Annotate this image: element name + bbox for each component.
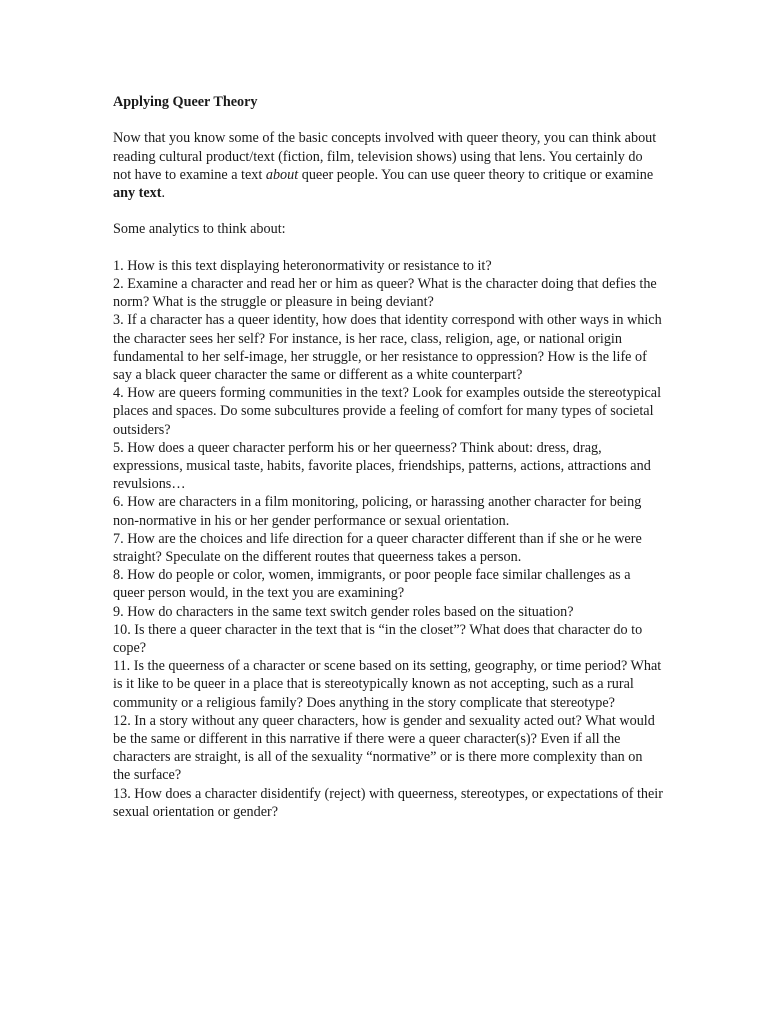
question-item: 6. How are characters in a film monitoring, policing, or harassing another character for being non-normative in his or her gender performance or sexual orientation.	[113, 494, 642, 529]
question-item: 11. Is the queerness of a character or scene based on its setting, geography, or time period? What is it like to be queer in a place that is stereotypically known as not accepting, such as a rural community or a religious family? Does anything in the story complicate that stereotype?	[113, 658, 662, 711]
question-item: 8. How do people or color, women, immigrants, or poor people face similar challenges as a queer person would, in the text you are examining?	[113, 567, 631, 602]
question-list	[113, 257, 663, 821]
question-item: 1. How is this text displaying heteronormativity or resistance to it?	[113, 257, 492, 274]
document-title: Applying Queer Theory	[113, 94, 258, 110]
analytics-heading: Some analytics to think about:	[113, 221, 286, 238]
question-item: 7. How are the choices and life direction for a queer character different than if she or he were straight? Speculate on the different routes that queerness takes a person.	[113, 530, 642, 566]
intro-text-part2: queer people. You can use queer theory to critique or examine	[298, 166, 654, 183]
question-item: 5. How does a queer character perform his or her queerness? Think about: dress, drag, expressions, musical taste, habits, favorite places, friendships, patterns, actions, attractions and revulsions…	[113, 439, 651, 493]
question-item: 4. How are queers forming communities in the text? Look for examples outside the stereotypical places and spaces. Do some subcultures provide a feeling of comfort for many types of societal outsiders?	[113, 385, 662, 438]
question-item: 2. Examine a character and read her or him as queer? What is the character doing that defies the norm? What is the struggle or pleasure in being deviant?	[113, 275, 657, 311]
intro-text-part3: .	[161, 185, 166, 201]
intro-emphasis: about	[265, 166, 299, 183]
intro-strong: any text	[113, 185, 162, 201]
question-item: 3. If a character has a queer identity, how does that identity correspond with other ways in which the character sees her self? For instance, is her race, class, religion, age, or national origin fundamental to her self-image, her struggle, or her resistance to oppression? How is the life of say a black queer character the same or different as a white counterpart?	[113, 312, 662, 383]
question-item: 13. How does a character disidentify (reject) with queerness, stereotypes, or expectations of their sexual orientation or gender?	[113, 785, 663, 820]
question-item: 10. Is there a queer character in the text that is “in the closet”? What does that character do to cope?	[113, 621, 643, 657]
intro-paragraph	[113, 129, 663, 202]
intro-text-part1: Now that you know some of the basic concepts involved with queer theory, you can think about reading cultural product/text (fiction, film, television shows) using that lens. You certainly do not have to examine a text	[113, 130, 657, 183]
question-item: 12. In a story without any queer characters, how is gender and sexuality acted out? What would be the same or different in this narrative if there were a queer character(s)? Even if all the characters are straight, is all of the sexuality “normative” or is there more complexity than on the surface?	[113, 712, 655, 784]
document-page	[113, 93, 663, 821]
question-item: 9. How do characters in the same text switch gender roles based on the situation?	[113, 603, 574, 620]
